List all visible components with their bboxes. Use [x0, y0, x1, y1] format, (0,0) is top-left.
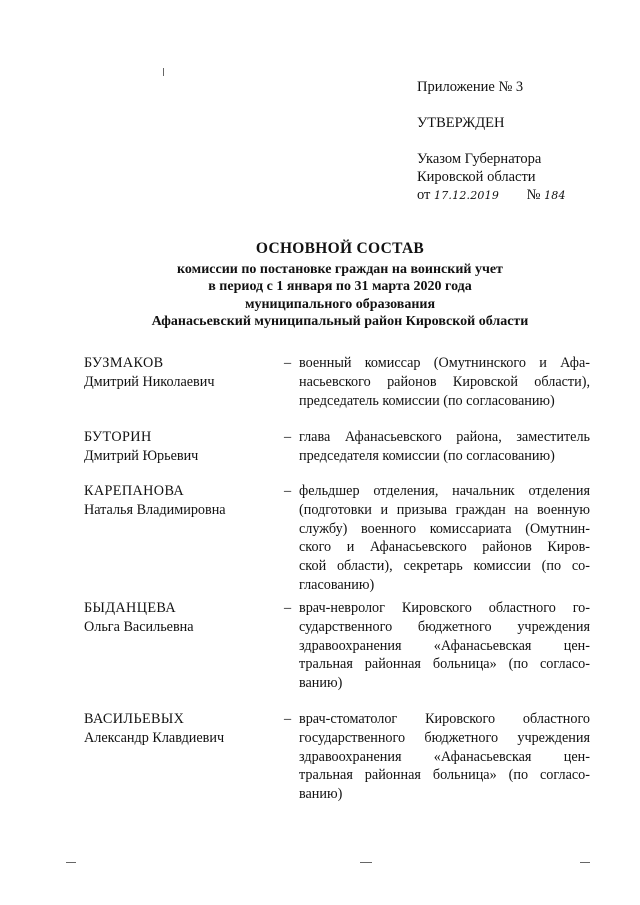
role-line: ского и Афанасьевского районов Киров- [299, 539, 590, 556]
member-role [299, 354, 590, 410]
document-title: ОСНОВНОЙ СОСТАВ [255, 240, 425, 257]
heading-line-4: Афанасьевский муниципальный район Кировской области [151, 314, 529, 329]
decree-date-line [417, 186, 617, 205]
member-surname: КАРЕПАНОВА [84, 483, 185, 499]
heading-line-1: комиссии по постановке граждан на воинский учет [177, 261, 503, 277]
role-line: сударственного бюджетного учреждения [299, 618, 590, 635]
role-line: ской области), секретарь комиссии (по со- [299, 558, 590, 575]
handwritten-number: 184 [544, 189, 566, 202]
member-role [299, 710, 590, 804]
member-surname: ВАСИЛЬЕВЫХ [84, 711, 185, 727]
member-given-name: Наталья Владимировна [84, 501, 226, 518]
appendix-label: Приложение № 3 [417, 79, 524, 95]
member-role [299, 428, 590, 466]
role-line: ванию) [299, 675, 343, 692]
role-line: (подготовки и призыва граждан на военную [299, 501, 590, 518]
role-line: председателя комиссии (по согласованию) [299, 447, 555, 464]
scan-mark [163, 68, 164, 76]
approval-block [417, 78, 617, 205]
handwritten-date: 17.12.2019 [434, 189, 500, 202]
heading-line-3: муниципального образования [244, 296, 436, 312]
role-line: здравоохранения «Афанасьевская цен- [299, 748, 590, 765]
member-role [299, 482, 590, 595]
member-surname: БУЗМАКОВ [84, 355, 164, 371]
member-name [84, 710, 274, 748]
member-dash: – [284, 355, 292, 371]
member-name [84, 482, 274, 520]
member-name [84, 599, 274, 637]
role-line: врач-невролог Кировского областного го- [299, 600, 590, 616]
role-line: гласованию) [299, 576, 375, 593]
number-label: № [526, 187, 541, 203]
role-line: военный комиссар (Омутнинского и Афа- [299, 355, 590, 371]
role-line: председатель комиссии (по согласованию) [299, 392, 555, 409]
role-line: фельдшер отделения, начальник отделения [299, 483, 590, 499]
member-name [84, 354, 274, 392]
role-line: службу) военного комиссариата (Омутнин- [299, 520, 590, 537]
role-line: тральная районная больница» (по согласо- [299, 767, 590, 784]
role-line: врач-стоматолог Кировского областного [299, 711, 590, 727]
role-line: тральная районная больница» (по согласо- [299, 656, 590, 673]
heading-line-2: в период с 1 января по 31 марта 2020 года [208, 279, 472, 294]
role-line: ванию) [299, 786, 343, 803]
member-given-name: Александр Клавдиевич [84, 729, 225, 746]
member-dash: – [284, 711, 292, 727]
role-line: насьевского районов Кировской области), [299, 373, 590, 390]
member-dash: – [284, 429, 292, 445]
member-given-name: Дмитрий Николаевич [84, 373, 215, 390]
role-line: государственного бюджетного учреждения [299, 729, 590, 746]
role-line: здравоохранения «Афанасьевская цен- [299, 637, 590, 654]
member-given-name: Ольга Васильевна [84, 618, 194, 635]
member-surname: БУТОРИН [84, 429, 152, 445]
member-dash: – [284, 600, 292, 616]
member-role [299, 599, 590, 693]
scan-mark [360, 862, 372, 863]
scan-mark [66, 862, 76, 863]
decree-line-2: Кировской области [417, 169, 536, 185]
member-name [84, 428, 274, 466]
member-surname: БЫДАНЦЕВА [84, 600, 177, 616]
document-heading [80, 240, 600, 331]
member-dash: – [284, 483, 292, 499]
date-prefix: от [417, 187, 431, 203]
role-line: глава Афанасьевского района, заместитель [299, 429, 590, 445]
scan-mark [580, 862, 590, 863]
decree-line-1: Указом Губернатора [417, 151, 542, 167]
approved-label: УТВЕРЖДЕН [417, 115, 505, 131]
member-given-name: Дмитрий Юрьевич [84, 447, 199, 464]
